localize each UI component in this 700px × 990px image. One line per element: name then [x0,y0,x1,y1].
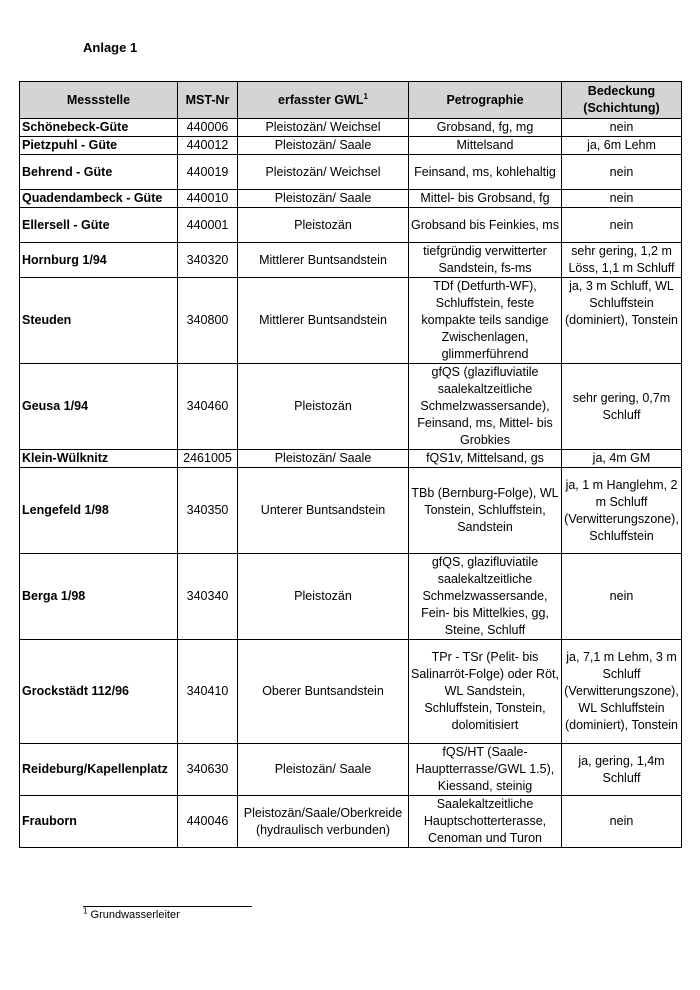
cell-gwl: Pleistozän [238,554,409,640]
header-petrographie: Petrographie [409,82,562,119]
table-row [20,450,682,468]
table-row [20,640,682,744]
cell-gwl: Pleistozän [238,364,409,450]
cell-bedeckung: nein [562,155,682,190]
footnote-reference: 1 [363,91,368,101]
cell-gwl: Pleistozän/ Saale [238,190,409,208]
cell-mst-nr: 340340 [178,554,238,640]
footnote-text: Grundwasserleiter [90,909,180,921]
cell-bedeckung: ja, 4m GM [562,450,682,468]
cell-petrographie: TDf (Detfurth-WF), Schluffstein, feste kompakte teils sandige Zwischenlagen, glimmerführend [409,278,562,364]
cell-messstelle: Klein-Wülknitz [20,450,178,468]
cell-gwl: Oberer Buntsandstein [238,640,409,744]
table-row [20,190,682,208]
cell-messstelle: Behrend - Güte [20,155,178,190]
table-row [20,796,682,848]
cell-messstelle: Pietzpuhl - Güte [20,137,178,155]
cell-gwl: Pleistozän/ Weichsel [238,155,409,190]
cell-petrographie: Grobsand, fg, mg [409,119,562,137]
cell-mst-nr: 340460 [178,364,238,450]
cell-mst-nr: 340320 [178,243,238,278]
cell-messstelle: Lengefeld 1/98 [20,468,178,554]
cell-petrographie: TBb (Bernburg-Folge), WL Tonstein, Schluffstein, Sandstein [409,468,562,554]
cell-mst-nr: 2461005 [178,450,238,468]
cell-petrographie: Feinsand, ms, kohlehaltig [409,155,562,190]
cell-mst-nr: 440006 [178,119,238,137]
cell-bedeckung: ja, gering, 1,4m Schluff [562,744,682,796]
cell-bedeckung: sehr gering, 1,2 m Löss, 1,1 m Schluff [562,243,682,278]
cell-bedeckung: ja, 1 m Hanglehm, 2 m Schluff (Verwitterungszone), Schluffstein [562,468,682,554]
footnote-divider [83,906,252,907]
cell-messstelle: Geusa 1/94 [20,364,178,450]
table-row [20,468,682,554]
cell-gwl: Pleistozän/ Saale [238,450,409,468]
table-row [20,155,682,190]
cell-petrographie: fQS/HT (Saale-Hauptterrasse/GWL 1.5), Kiessand, steinig [409,744,562,796]
cell-mst-nr: 340410 [178,640,238,744]
cell-mst-nr: 440046 [178,796,238,848]
cell-petrographie: gfQS (glazifluviatile saalekaltzeitliche Schmelzwassersande), Feinsand, ms, Mittel- bis Grobkies [409,364,562,450]
cell-messstelle: Reideburg/Kapellenplatz [20,744,178,796]
cell-bedeckung: nein [562,208,682,243]
cell-bedeckung: nein [562,190,682,208]
cell-messstelle: Berga 1/98 [20,554,178,640]
cell-mst-nr: 340630 [178,744,238,796]
table-header-row [20,82,682,119]
cell-gwl: Pleistozän [238,208,409,243]
cell-petrographie: fQS1v, Mittelsand, gs [409,450,562,468]
cell-bedeckung: nein [562,554,682,640]
table-row [20,119,682,137]
cell-gwl: Mittlerer Buntsandstein [238,278,409,364]
table-row [20,137,682,155]
cell-gwl: Pleistozän/ Saale [238,744,409,796]
cell-mst-nr: 440010 [178,190,238,208]
table-row [20,243,682,278]
cell-gwl: Pleistozän/Saale/Oberkreide (hydraulisch verbunden) [238,796,409,848]
cell-gwl: Pleistozän/ Saale [238,137,409,155]
cell-bedeckung: sehr gering, 0,7m Schluff [562,364,682,450]
cell-messstelle: Quadendambeck - Güte [20,190,178,208]
cell-petrographie: Saalekaltzeitliche Hauptschotterterasse, Cenoman und Turon [409,796,562,848]
table-row [20,208,682,243]
cell-mst-nr: 440012 [178,137,238,155]
table-row [20,554,682,640]
table-row [20,744,682,796]
cell-petrographie: Grobsand bis Feinkies, ms [409,208,562,243]
cell-petrographie: tiefgründig verwitterter Sandstein, fs-ms [409,243,562,278]
page-heading: Anlage 1 [83,40,138,55]
header-mst-nr: MST-Nr [178,82,238,119]
cell-messstelle: Schönebeck-Güte [20,119,178,137]
cell-messstelle: Steuden [20,278,178,364]
cell-messstelle: Frauborn [20,796,178,848]
cell-messstelle: Hornburg 1/94 [20,243,178,278]
cell-gwl: Unterer Buntsandstein [238,468,409,554]
header-gwl-label: erfasster GWL [278,92,364,107]
cell-mst-nr: 440019 [178,155,238,190]
header-messstelle: Messstelle [20,82,178,119]
cell-gwl: Mittlerer Buntsandstein [238,243,409,278]
footnote-marker: 1 [83,906,88,916]
measurement-sites-table [19,81,682,848]
cell-bedeckung: nein [562,796,682,848]
header-bedeckung: Bedeckung (Schichtung) [562,82,682,119]
cell-gwl: Pleistozän/ Weichsel [238,119,409,137]
cell-bedeckung: ja, 3 m Schluff, WL Schluffstein (dominiert), Tonstein [562,278,682,364]
footnote [83,906,180,921]
table-row [20,364,682,450]
cell-petrographie: Mittelsand [409,137,562,155]
cell-mst-nr: 340350 [178,468,238,554]
table-row [20,278,682,364]
header-gwl [238,82,409,119]
cell-messstelle: Grockstädt 112/96 [20,640,178,744]
cell-bedeckung: ja, 6m Lehm [562,137,682,155]
cell-messstelle: Ellersell - Güte [20,208,178,243]
cell-petrographie: Mittel- bis Grobsand, fg [409,190,562,208]
cell-mst-nr: 440001 [178,208,238,243]
cell-bedeckung: nein [562,119,682,137]
cell-petrographie: TPr - TSr (Pelit- bis Salinarröt-Folge) oder Röt, WL Sandstein, Schluffstein, Tonstein, dolomitisiert [409,640,562,744]
cell-bedeckung: ja, 7,1 m Lehm, 3 m Schluff (Verwitterungszone), WL Schluffstein (dominiert), Tonstein [562,640,682,744]
cell-mst-nr: 340800 [178,278,238,364]
cell-petrographie: gfQS, glazifluviatile saalekaltzeitliche Schmelzwassersande, Fein- bis Mittelkies, gg, Steine, Schluff [409,554,562,640]
